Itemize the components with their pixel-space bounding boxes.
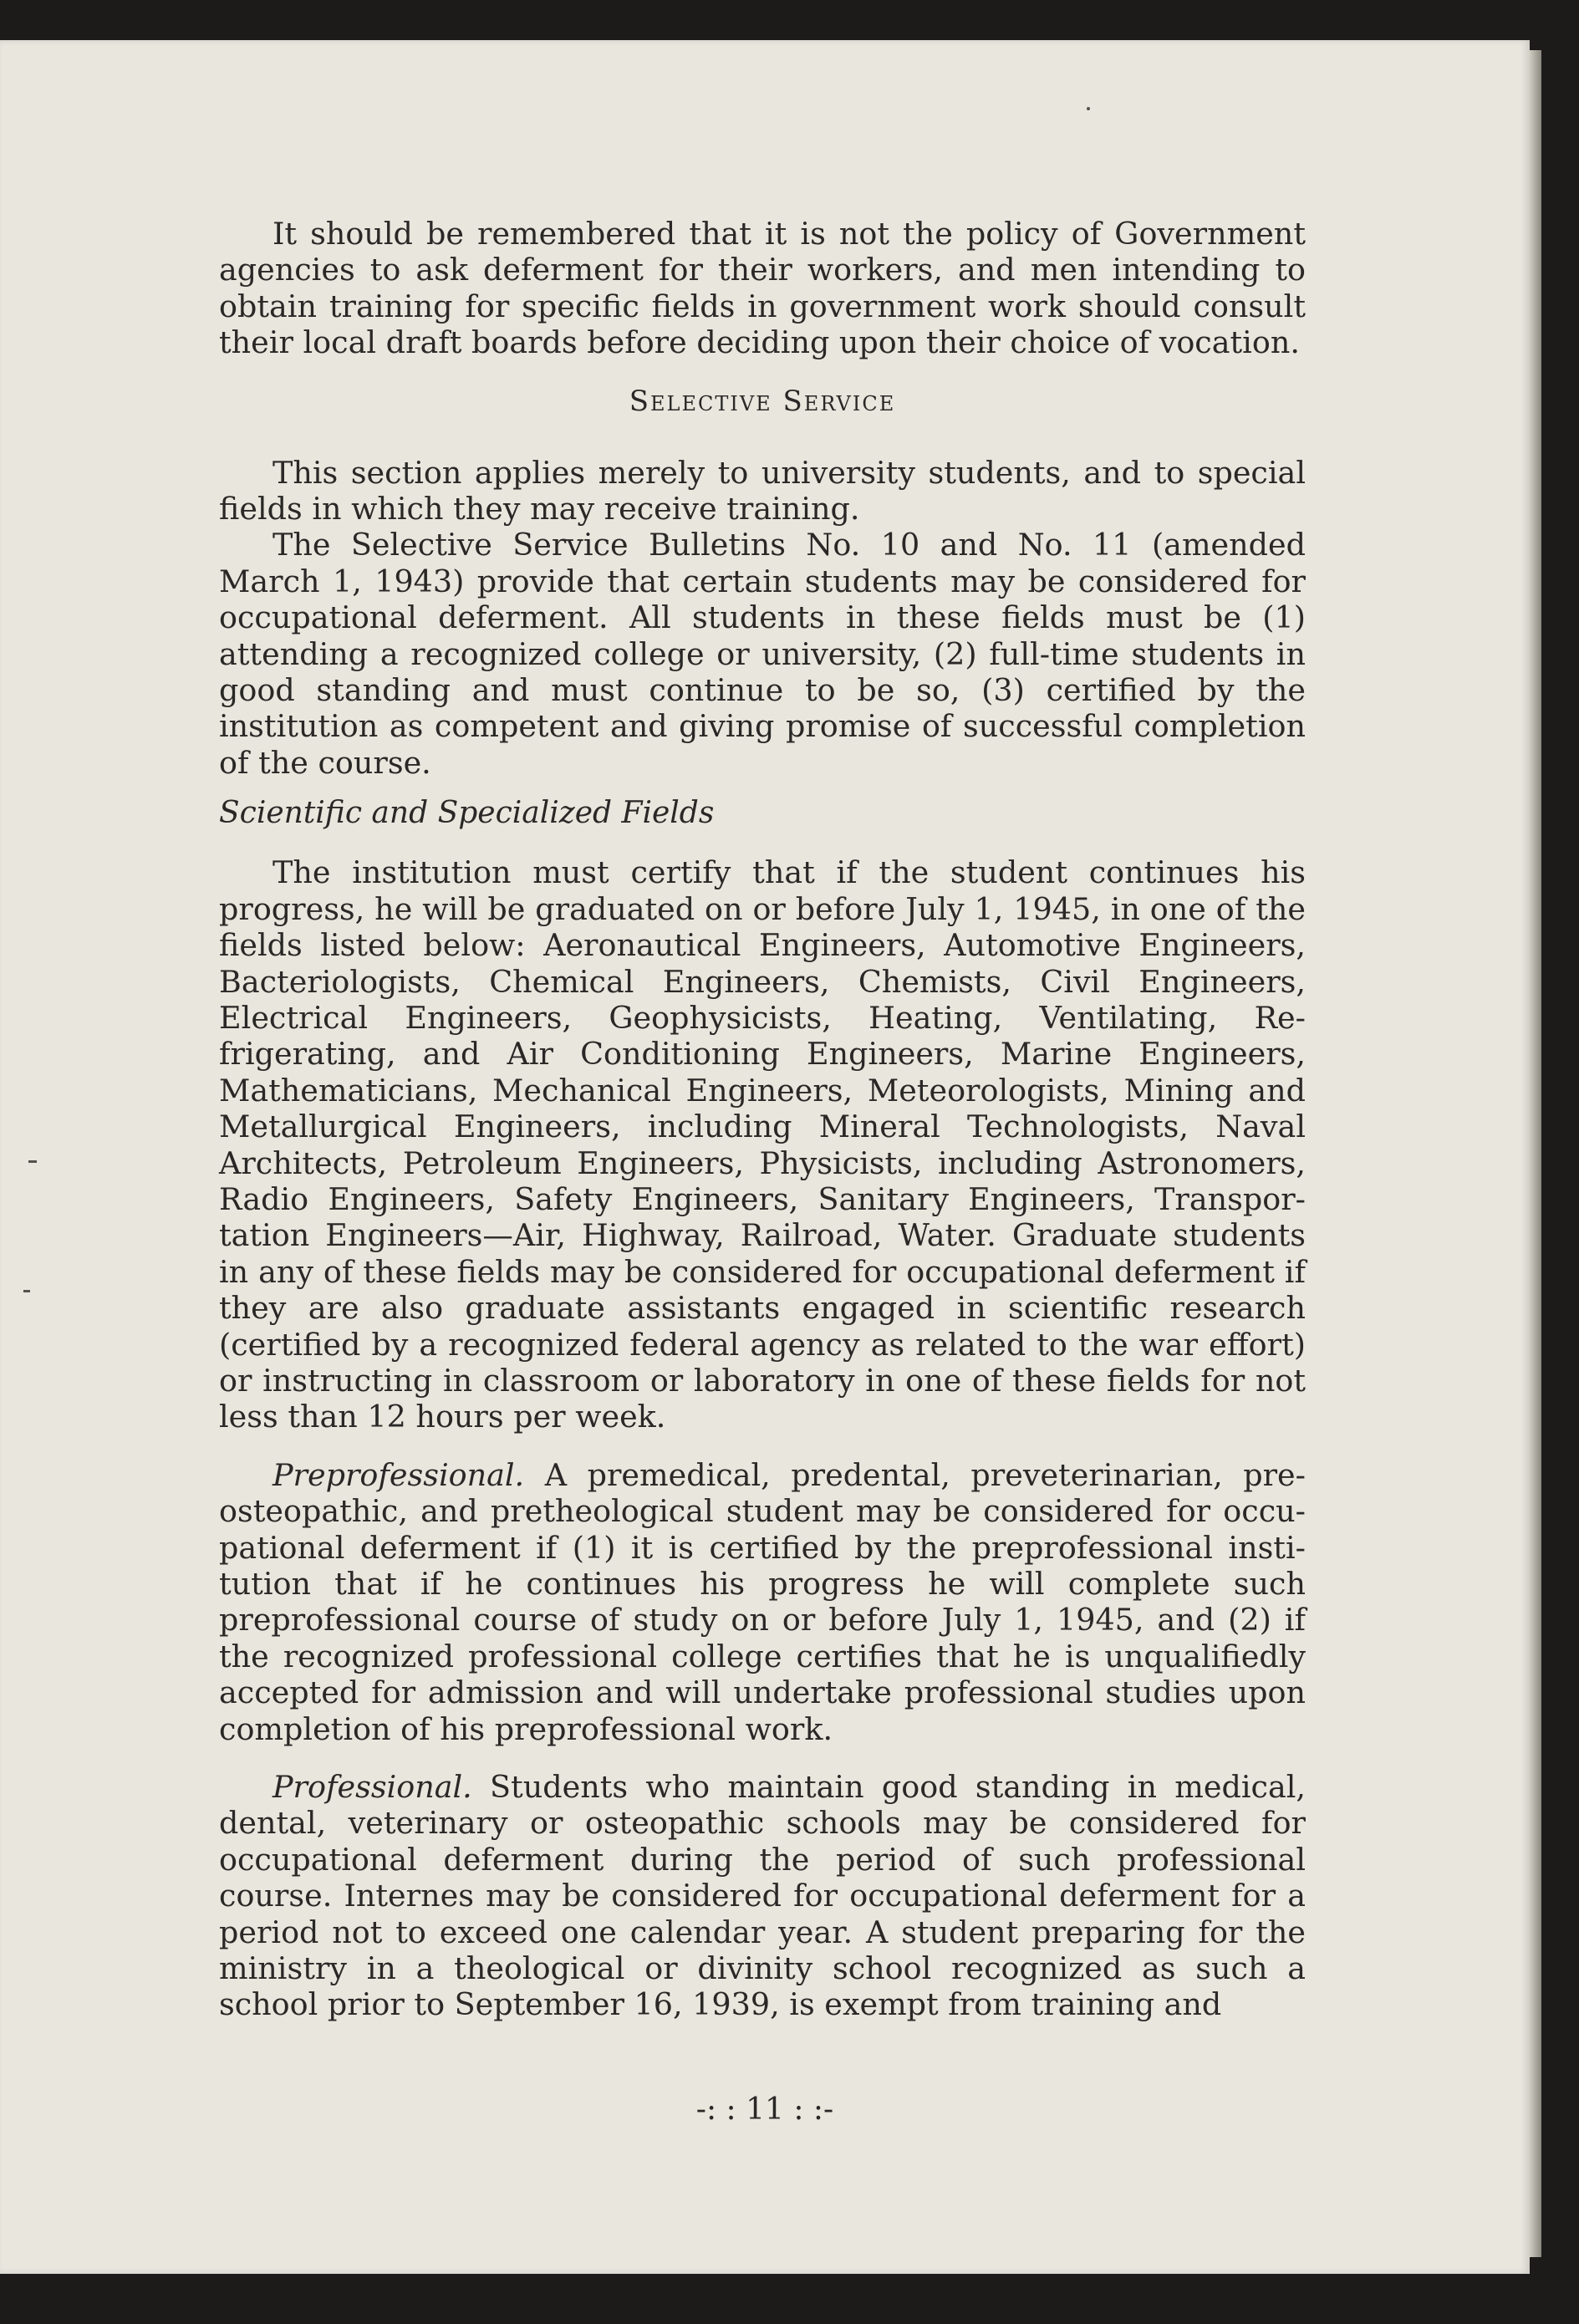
document-page	[0, 40, 1530, 2274]
paragraph-scientific-fields: The institution must certify that if the student continues his progress, he will be graduated on or before July 1, 1945, in one of the fields listed below: Aeronautical Engineers, Automotive Engineers, Bacteriologists, Chemical Engineers, Chemists, Civil Engineers, Electrical Engineers, Geophysicists, Heating, Ventilating, Refrigerating, and Air Conditioning Engineers, Marine Engineers, Mathematicians, Mechanical Engineers, Meteorologists, Mining and Metallurgical Engineers, including Mineral Technologists, Naval Architects, Petroleum Engineers, Physicists, including Astronomers, Radio Engineers, Safety Engineers, Sanitary Engineers, Transportation Engineers—Air, Highway, Railroad, Water. Graduate students in any of these fields may be considered for occupational deferment if they are also graduate assistants engaged in scientific research (certified by a recognized federal agency as related to the war effort) or instructing in classroom or laboratory in one of these fields for not less than 12 hours per week.	[219, 854, 1306, 1435]
text-block	[219, 216, 1306, 2023]
paragraph-gap	[219, 1435, 1306, 1457]
section-heading: Selective Service	[629, 384, 896, 418]
page-number: -: : 11 : :-	[695, 2092, 834, 2127]
paragraph-professional	[219, 1769, 1306, 2023]
scan-speck	[1087, 107, 1090, 110]
preprofessional-label: Preprofessional.	[273, 1456, 525, 1493]
paragraph-preprofessional	[219, 1457, 1306, 1747]
paragraph-gap	[219, 1747, 1306, 1769]
subheading-scientific-fields: Scientific and Specialized Fields	[219, 796, 715, 831]
paragraph-section-scope: This section applies merely to university students, and to special fields in which they may receive training.	[219, 454, 1306, 527]
scan-speck	[23, 1290, 30, 1292]
paragraph-bulletins: The Selective Service Bulletins No. 10 and No. 11 (amended March 1, 1943) provide that certain students may be considered for occupational deferment. All students in these fields must be (1) attending a recognized college or university, (2) full-time students in good standing and must continue to be so, (3) certified by the institution as competent and giving promise of successful completion of the course.	[219, 527, 1306, 781]
scan-speck	[28, 1160, 37, 1163]
page-edge	[1530, 50, 1541, 2257]
paragraph-government-policy: It should be remembered that it is not the policy of Government agencies to ask deferment for their workers, and men intending to obtain training for specific fields in government work should consult their local draft boards before deciding upon their choice of vocation.	[219, 216, 1306, 361]
professional-text: Students who maintain good standing in medical, dental, veterinary or osteopathic schools may be considered for occupational deferment during the period of such professional course. Internes may be considered for occupational deferment for a period not to exceed one calendar year. A student preparing for the ministry in a theological or divinity school recognized as such a school prior to September 16, 1939, is exempt from training and	[219, 1769, 1306, 2023]
preprofessional-text: A premedical, predental, preveterinarian, preosteopathic, and pretheological student may be considered for occupational deferment if (1) it is certified by the preprofessional institution that if he continues his progress he will complete such preprofessional course of study on or before July 1, 1945, and (2) if the recognized professional college certifies that he is unqualifiedly accepted for admission and will undertake professional studies upon completion of his preprofessional work.	[219, 1456, 1306, 1747]
professional-label: Professional.	[273, 1769, 472, 1806]
